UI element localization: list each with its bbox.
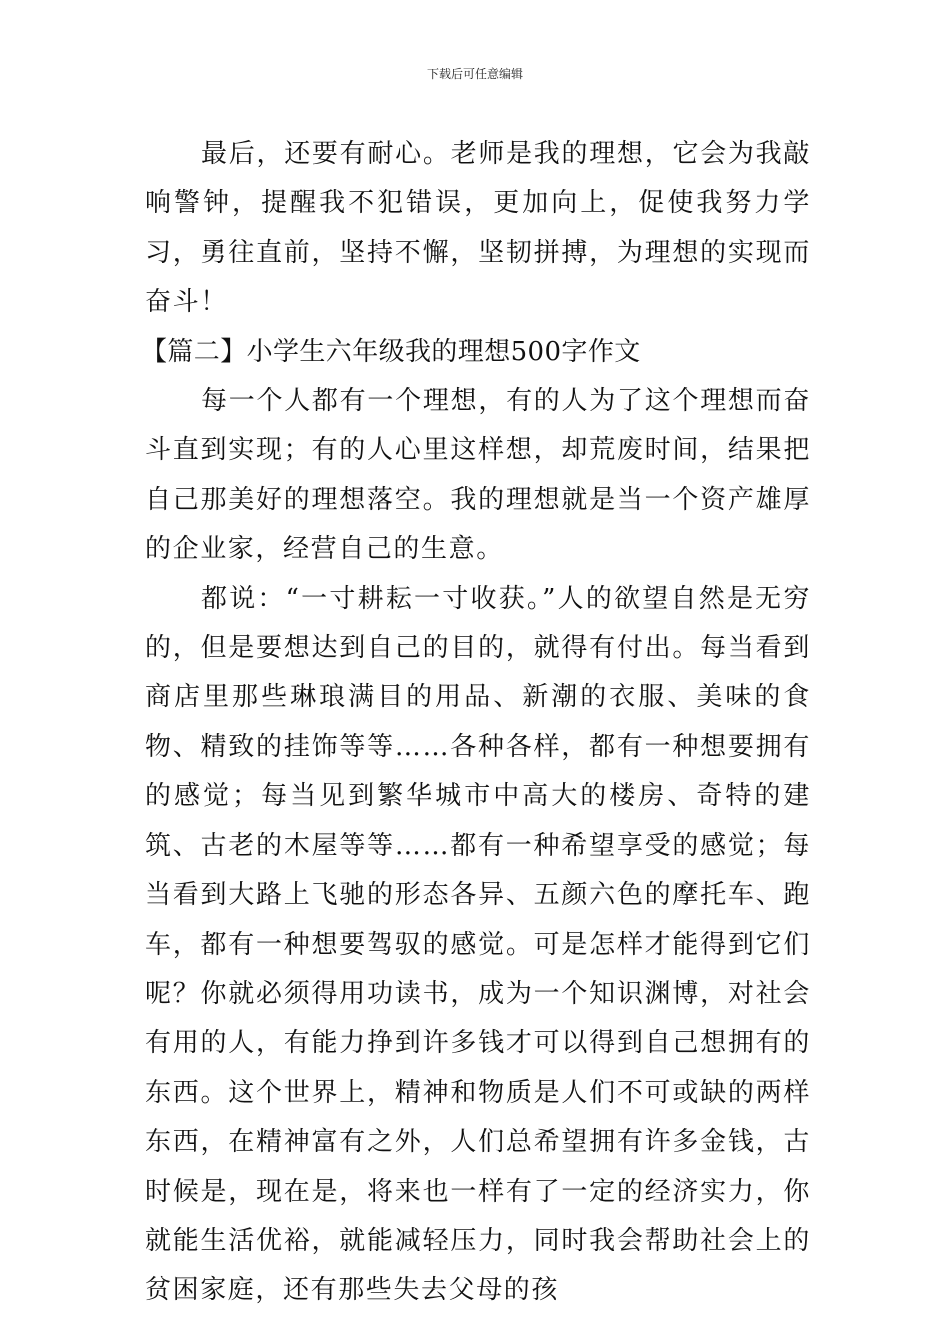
section-heading: 【篇二】小学生六年级我的理想500字作文 — [141, 336, 641, 367]
page-header: 下载后可任意编辑 — [426, 67, 523, 81]
paragraph-conclusion: 最后，还要有耐心。老师是我的理想，它会为我敲响警钟，提醒我不犯错误，更加向上，促使我努力学习，勇往直前，坚持不懈，坚韧拼搏，为理想的实现而奋斗！ — [145, 139, 811, 318]
document-body — [141, 130, 811, 1316]
paragraph-intro: 每一个人都有一个理想，有的人为了这个理想而奋斗直到实现；有的人心里这样想，却荒废时间，结果把自己那美好的理想落空。我的理想就是当一个资产雄厚的企业家，经营自己的生意。 — [145, 386, 811, 565]
paragraph-main: 都说：“一寸耕耘一寸收获。”人的欲望自然是无穷的，但是要想达到自己的目的，就得有付出。每当看到商店里那些琳琅满目的用品、新潮的衣服、美味的食物、精致的挂饰等等……各种各样，都有一种想要拥有的感觉；每当见到繁华城市中高大的楼房、奇特的建筑、古老的木屋等等……都有一种希望享受的感觉；每当看到大路上飞驰的形态各异、五颜六色的摩托车、跑车，都有一种想要驾驭的感觉。可是怎样才能得到它们呢？你就必须得用功读书，成为一个知识渊博，对社会有用的人，有能力挣到许多钱才可以得到自己想拥有的东西。这个世界上，精神和物质是人们不可或缺的两样东西，在精神富有之外，人们总希望拥有许多金钱，古时候是，现在是，将来也一样有了一定的经济实力，你就能生活优裕，就能减轻压力，同时我会帮助社会上的贫困家庭，还有那些失去父母的孩 — [145, 583, 811, 1306]
